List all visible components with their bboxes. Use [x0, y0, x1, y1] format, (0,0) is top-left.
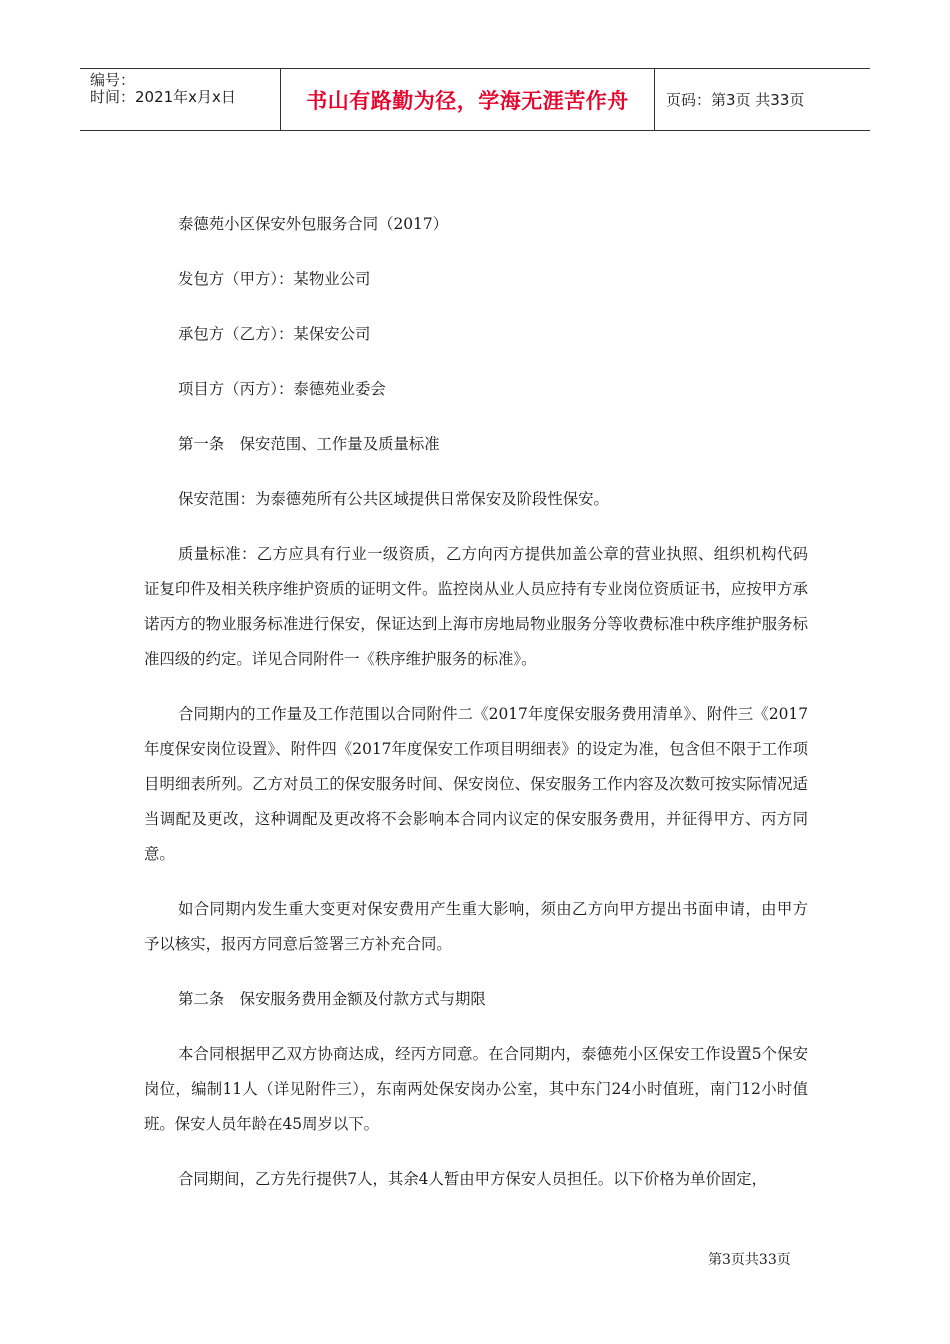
header-motto-cell	[281, 69, 655, 130]
scope-paragraph: 保安范围：为泰德苑所有公共区域提供日常保安及阶段性保安。	[178, 490, 609, 508]
changes-paragraph: 如合同期内发生重大变更对保安费用产生重大影响，须由乙方向甲方提出书面申请，由甲方予以核实，报丙方同意后签署三方补充合同。	[144, 900, 808, 953]
article-1-heading: 第一条 保安范围、工作量及质量标准	[178, 435, 440, 453]
header-motto: 书山有路勤为径，学海无涯苦作舟	[306, 88, 629, 113]
header-page-number: 页码：第3页 共33页	[666, 91, 805, 109]
page-footer: 第3页共33页	[708, 1252, 791, 1268]
party-c: 项目方（丙方）：泰德苑业委会	[178, 380, 386, 398]
page-header	[80, 68, 870, 131]
document-body	[144, 207, 808, 1217]
contract-title: 泰德苑小区保安外包服务合同（2017）	[178, 215, 449, 233]
quality-paragraph: 质量标准：乙方应具有行业一级资质，乙方向丙方提供加盖公章的营业执照、组织机构代码证复印件及相关秩序维护资质的证明文件。监控岗从业人员应持有专业岗位资质证书，应按甲方承诺丙方的物业服务标准进行保安，保证达到上海市房地局物业服务分等收费标准中秩序维护服务标准四级的约定。详见合同附件一《秩序维护服务的标准》。	[144, 545, 808, 668]
party-a: 发包方（甲方）：某物业公司	[178, 270, 371, 288]
header-page-cell	[655, 69, 870, 130]
header-meta-cell	[80, 69, 281, 130]
workload-paragraph: 合同期内的工作量及工作范围以合同附件二《2017年度保安服务费用清单》、附件三《2017年度保安岗位设置》、附件四《2017年度保安工作项目明细表》的设定为准，包含但不限于工作项目明细表所列。乙方对员工的保安服务时间、保安岗位、保安服务工作内容及次数可按实际情况适当调配及更改，这种调配及更改将不会影响本合同内议定的保安服务费用，并征得甲方、丙方同意。	[144, 705, 808, 863]
agreement-paragraph: 本合同根据甲乙双方协商达成，经丙方同意。在合同期内，泰德苑小区保安工作设置5个保安岗位，编制11人（详见附件三），东南两处保安岗办公室，其中东门24小时值班，南门12小时值班。保安人员年龄在45周岁以下。	[144, 1045, 808, 1133]
date-label: 时间：2021年x月x日	[90, 88, 236, 106]
article-2-heading: 第二条 保安服务费用金额及付款方式与期限	[178, 990, 486, 1008]
staffing-paragraph: 合同期间，乙方先行提供7人，其余4人暂由甲方保安人员担任。以下价格为单价固定，	[178, 1170, 768, 1188]
serial-number-label: 编号：	[90, 71, 136, 89]
party-b: 承包方（乙方）：某保安公司	[178, 325, 371, 343]
